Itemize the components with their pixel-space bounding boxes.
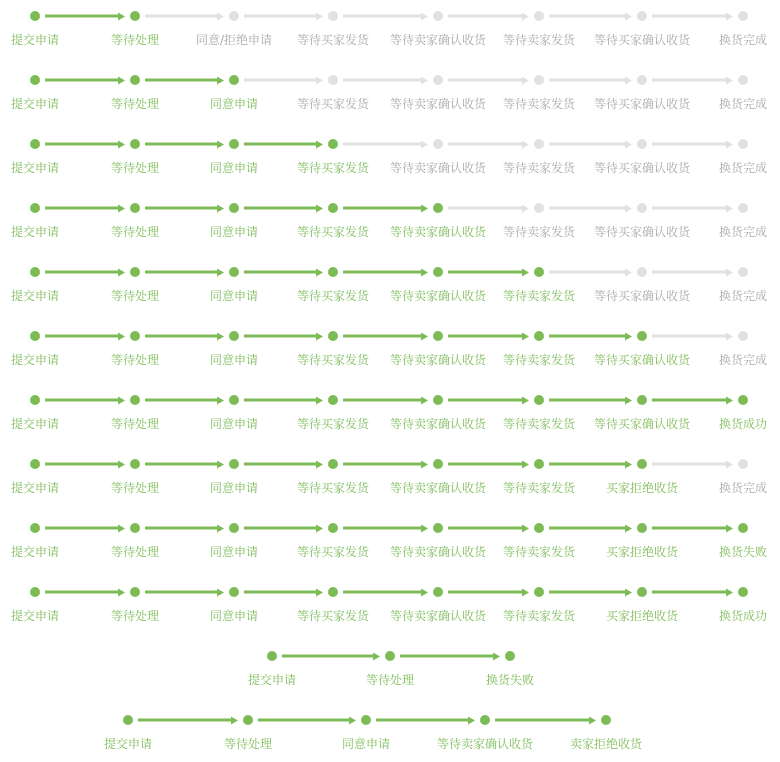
step-connector — [244, 527, 316, 530]
step-dot — [30, 203, 40, 213]
step-label: 等待处理 — [110, 33, 160, 47]
step-label: 提交申请 — [10, 609, 60, 623]
step-label: 换货完成 — [718, 97, 768, 111]
step-connector — [244, 335, 316, 338]
step-connector — [244, 399, 316, 402]
step-label: 等待处理 — [110, 481, 160, 495]
step-label: 等待卖家确认收货 — [389, 33, 487, 47]
step-connector — [343, 335, 421, 338]
step-label: 等待处理 — [223, 737, 273, 751]
step-connector — [448, 463, 522, 466]
step-dot — [30, 523, 40, 533]
step-connector — [448, 143, 522, 146]
step-dot — [123, 715, 133, 725]
step-connector — [549, 143, 625, 146]
step-dot — [328, 267, 338, 277]
step-connector — [652, 143, 726, 146]
step-label: 提交申请 — [10, 353, 60, 367]
step-dot — [229, 395, 239, 405]
step-label: 等待处理 — [110, 353, 160, 367]
step-dot — [637, 139, 647, 149]
step-label: 等待买家发货 — [296, 609, 370, 623]
step-connector — [652, 271, 726, 274]
step-label: 等待卖家发货 — [502, 225, 576, 239]
step-connector — [45, 335, 118, 338]
step-label: 同意申请 — [209, 417, 259, 431]
step-connector — [45, 399, 118, 402]
step-dot — [328, 139, 338, 149]
step-connector — [145, 527, 217, 530]
step-label: 等待买家发货 — [296, 161, 370, 175]
step-label: 买家拒绝收货 — [605, 609, 679, 623]
step-connector — [45, 143, 118, 146]
step-connector — [343, 143, 421, 146]
step-connector — [145, 271, 217, 274]
step-label: 等待卖家发货 — [502, 545, 576, 559]
step-label: 等待卖家发货 — [502, 97, 576, 111]
step-label: 等待卖家确认收货 — [389, 289, 487, 303]
step-connector — [45, 591, 118, 594]
step-dot — [267, 651, 277, 661]
step-label: 换货成功 — [718, 609, 768, 623]
step-label: 等待买家发货 — [296, 417, 370, 431]
step-dot — [505, 651, 515, 661]
step-dot — [433, 75, 443, 85]
step-label: 提交申请 — [10, 97, 60, 111]
step-connector — [448, 271, 522, 274]
step-connector — [495, 719, 589, 722]
step-label: 等待买家确认收货 — [593, 289, 691, 303]
step-dot — [328, 587, 338, 597]
step-label: 等待卖家确认收货 — [389, 353, 487, 367]
step-connector — [343, 271, 421, 274]
step-connector — [145, 143, 217, 146]
step-connector — [45, 463, 118, 466]
step-connector — [145, 591, 217, 594]
step-dot — [433, 459, 443, 469]
step-dot — [30, 459, 40, 469]
step-dot — [130, 459, 140, 469]
step-connector — [448, 335, 522, 338]
step-connector — [244, 271, 316, 274]
step-dot — [637, 331, 647, 341]
step-connector — [145, 207, 217, 210]
step-connector — [448, 207, 522, 210]
step-dot — [433, 267, 443, 277]
step-dot — [30, 395, 40, 405]
step-dot — [130, 139, 140, 149]
step-dot — [534, 203, 544, 213]
step-dot — [433, 395, 443, 405]
step-dot — [637, 267, 647, 277]
step-dot — [738, 395, 748, 405]
step-dot — [433, 587, 443, 597]
step-dot — [534, 459, 544, 469]
step-dot — [30, 587, 40, 597]
step-dot — [637, 395, 647, 405]
step-connector — [343, 207, 421, 210]
step-connector — [400, 655, 493, 658]
step-dot — [328, 75, 338, 85]
step-dot — [534, 587, 544, 597]
step-label: 等待买家发货 — [296, 225, 370, 239]
step-dot — [637, 459, 647, 469]
step-dot — [738, 459, 748, 469]
step-dot — [229, 331, 239, 341]
step-label: 买家拒绝收货 — [605, 481, 679, 495]
step-label: 等待卖家确认收货 — [389, 97, 487, 111]
step-dot — [433, 139, 443, 149]
step-connector — [448, 79, 522, 82]
step-label: 等待卖家确认收货 — [389, 161, 487, 175]
step-label: 等待卖家发货 — [502, 609, 576, 623]
step-connector — [258, 719, 349, 722]
step-dot — [361, 715, 371, 725]
step-label: 等待买家发货 — [296, 33, 370, 47]
step-dot — [433, 523, 443, 533]
step-label: 同意/拒绝申请 — [195, 33, 273, 47]
step-dot — [30, 139, 40, 149]
step-connector — [138, 719, 231, 722]
step-label: 同意申请 — [209, 481, 259, 495]
step-dot — [130, 203, 140, 213]
step-connector — [343, 527, 421, 530]
step-label: 换货完成 — [718, 289, 768, 303]
step-label: 同意申请 — [209, 225, 259, 239]
step-label: 提交申请 — [10, 417, 60, 431]
step-label: 换货完成 — [718, 225, 768, 239]
step-dot — [738, 139, 748, 149]
step-label: 提交申请 — [10, 289, 60, 303]
step-label: 换货失败 — [718, 545, 768, 559]
step-dot — [130, 523, 140, 533]
step-dot — [130, 587, 140, 597]
step-label: 等待买家确认收货 — [593, 161, 691, 175]
step-label: 同意申请 — [341, 737, 391, 751]
step-label: 等待买家确认收货 — [593, 417, 691, 431]
step-label: 等待处理 — [365, 673, 415, 687]
step-label: 等待卖家确认收货 — [389, 417, 487, 431]
step-connector — [549, 335, 625, 338]
step-dot — [229, 75, 239, 85]
step-label: 等待卖家发货 — [502, 33, 576, 47]
step-dot — [433, 203, 443, 213]
step-dot — [130, 75, 140, 85]
step-connector — [652, 335, 726, 338]
step-dot — [637, 523, 647, 533]
step-dot — [229, 523, 239, 533]
step-connector — [549, 463, 625, 466]
step-dot — [328, 395, 338, 405]
step-connector — [448, 399, 522, 402]
step-label: 等待买家发货 — [296, 353, 370, 367]
step-dot — [229, 139, 239, 149]
step-connector — [244, 591, 316, 594]
step-label: 提交申请 — [10, 161, 60, 175]
step-label: 同意申请 — [209, 289, 259, 303]
step-label: 等待处理 — [110, 545, 160, 559]
step-label: 等待卖家确认收货 — [389, 545, 487, 559]
step-connector — [652, 463, 726, 466]
step-label: 提交申请 — [10, 225, 60, 239]
step-label: 等待买家确认收货 — [593, 353, 691, 367]
step-connector — [549, 207, 625, 210]
step-connector — [652, 207, 726, 210]
step-dot — [601, 715, 611, 725]
step-dot — [738, 587, 748, 597]
step-dot — [534, 75, 544, 85]
step-connector — [549, 591, 625, 594]
step-dot — [385, 651, 395, 661]
step-connector — [376, 719, 468, 722]
step-label: 等待卖家确认收货 — [389, 481, 487, 495]
step-dot — [243, 715, 253, 725]
step-dot — [229, 459, 239, 469]
step-connector — [652, 79, 726, 82]
step-connector — [549, 399, 625, 402]
step-connector — [145, 335, 217, 338]
step-label: 等待处理 — [110, 609, 160, 623]
step-label: 提交申请 — [10, 481, 60, 495]
step-dot — [130, 267, 140, 277]
step-label: 等待卖家确认收货 — [389, 225, 487, 239]
step-label: 换货完成 — [718, 353, 768, 367]
step-label: 等待卖家发货 — [502, 417, 576, 431]
step-label: 等待卖家发货 — [502, 161, 576, 175]
step-dot — [328, 523, 338, 533]
step-connector — [549, 527, 625, 530]
step-label: 等待买家发货 — [296, 97, 370, 111]
step-dot — [30, 331, 40, 341]
step-connector — [45, 207, 118, 210]
step-connector — [145, 79, 217, 82]
step-connector — [145, 399, 217, 402]
step-label: 等待处理 — [110, 97, 160, 111]
step-connector — [343, 79, 421, 82]
step-label: 同意申请 — [209, 353, 259, 367]
step-label: 换货完成 — [718, 481, 768, 495]
step-connector — [549, 271, 625, 274]
step-dot — [30, 267, 40, 277]
step-label: 等待买家发货 — [296, 289, 370, 303]
step-connector — [282, 655, 373, 658]
step-dot — [637, 587, 647, 597]
step-connector — [343, 399, 421, 402]
step-connector — [652, 591, 726, 594]
step-label: 等待买家确认收货 — [593, 97, 691, 111]
step-label: 同意申请 — [209, 545, 259, 559]
step-label: 换货完成 — [718, 33, 768, 47]
step-label: 等待买家确认收货 — [593, 225, 691, 239]
step-connector — [244, 463, 316, 466]
step-label: 换货完成 — [718, 161, 768, 175]
step-dot — [738, 523, 748, 533]
step-connector — [448, 527, 522, 530]
step-connector — [343, 463, 421, 466]
step-label: 等待卖家发货 — [502, 289, 576, 303]
step-dot — [534, 267, 544, 277]
step-dot — [229, 587, 239, 597]
step-connector — [244, 207, 316, 210]
step-dot — [433, 331, 443, 341]
step-label: 同意申请 — [209, 97, 259, 111]
step-label: 买家拒绝收货 — [605, 545, 679, 559]
step-connector — [448, 591, 522, 594]
step-dot — [480, 715, 490, 725]
step-label: 等待买家确认收货 — [593, 33, 691, 47]
step-connector — [244, 143, 316, 146]
step-label: 提交申请 — [10, 545, 60, 559]
step-dot — [328, 203, 338, 213]
step-dot — [534, 523, 544, 533]
step-dot — [229, 203, 239, 213]
step-dot — [738, 267, 748, 277]
step-label: 换货成功 — [718, 417, 768, 431]
step-label: 卖家拒绝收货 — [569, 737, 643, 751]
step-label: 提交申请 — [10, 33, 60, 47]
step-connector — [45, 271, 118, 274]
step-dot — [534, 395, 544, 405]
step-dot — [738, 203, 748, 213]
step-label: 同意申请 — [209, 161, 259, 175]
step-dot — [637, 75, 647, 85]
step-dot — [130, 331, 140, 341]
step-dot — [637, 203, 647, 213]
step-label: 等待买家发货 — [296, 481, 370, 495]
step-label: 等待卖家确认收货 — [389, 609, 487, 623]
step-dot — [30, 75, 40, 85]
step-label: 换货失败 — [485, 673, 535, 687]
step-dot — [534, 139, 544, 149]
step-dot — [130, 395, 140, 405]
step-dot — [738, 331, 748, 341]
step-connector — [45, 527, 118, 530]
step-label: 同意申请 — [209, 609, 259, 623]
step-label: 等待卖家确认收货 — [436, 737, 534, 751]
step-connector — [45, 79, 118, 82]
step-dot — [328, 459, 338, 469]
step-label: 等待处理 — [110, 417, 160, 431]
step-connector — [244, 79, 316, 82]
step-label: 等待卖家发货 — [502, 481, 576, 495]
step-label: 提交申请 — [247, 673, 297, 687]
step-connector — [549, 79, 625, 82]
step-label: 等待处理 — [110, 161, 160, 175]
step-connector — [145, 463, 217, 466]
step-label: 等待处理 — [110, 289, 160, 303]
step-dot — [328, 331, 338, 341]
step-label: 等待买家发货 — [296, 545, 370, 559]
step-connector — [343, 591, 421, 594]
step-connector — [652, 399, 726, 402]
step-connector — [652, 527, 726, 530]
step-label: 等待处理 — [110, 225, 160, 239]
step-dot — [738, 75, 748, 85]
step-dot — [534, 331, 544, 341]
step-dot — [229, 267, 239, 277]
step-label: 提交申请 — [103, 737, 153, 751]
step-label: 等待卖家发货 — [502, 353, 576, 367]
